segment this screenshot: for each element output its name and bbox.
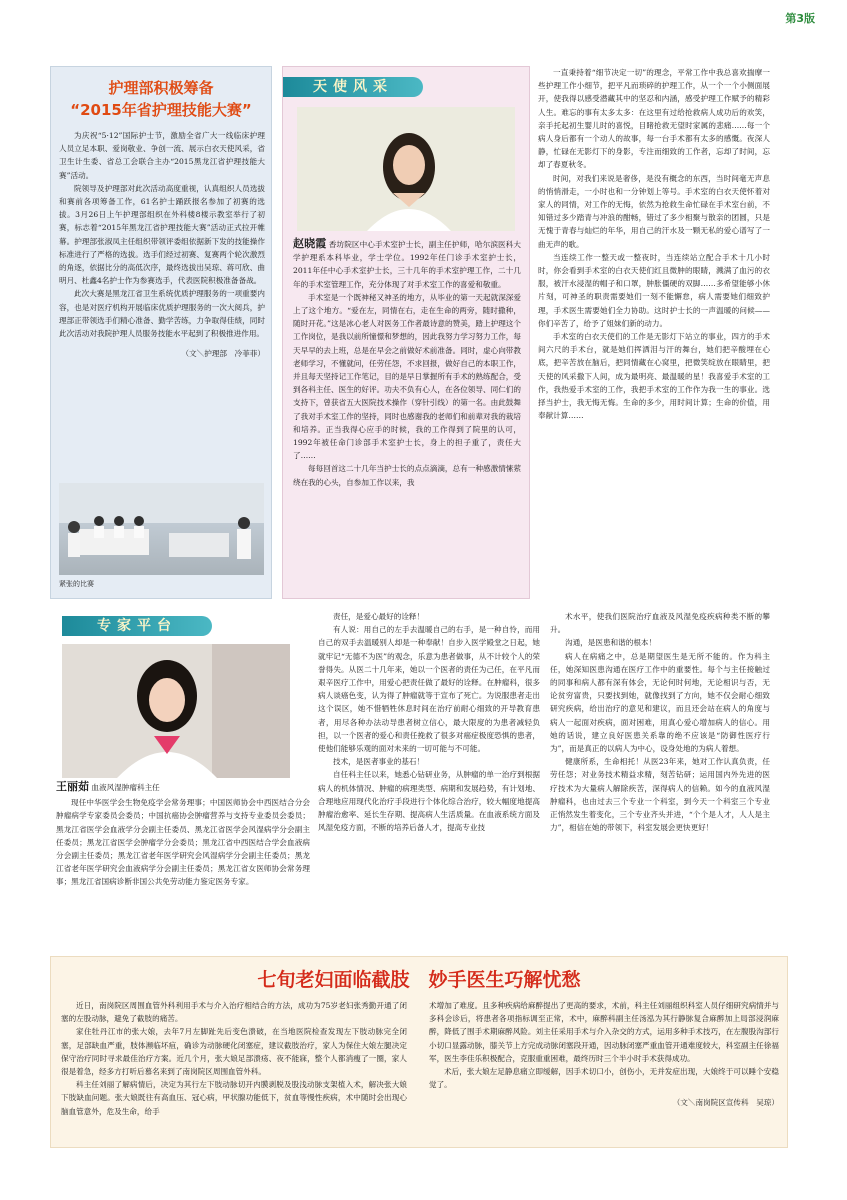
paragraph: 技术，是医者事业的基石！ [333,757,425,767]
person-name: 王丽茹 [56,780,89,793]
article-signature: （文＼南岗院区宣传科 吴琼） [672,1098,779,1108]
paragraph: 术增加了难度。且多种疾病给麻醉提出了更高的要求，术前，科主任刘丽组织科室人员仔细研究病情并与多科会诊后，将患者各项指标调至正常，术中，麻醉科副主任汤泓为其行静脉复合麻醉加上局部浸润麻醉，降低了围手术期麻醉风险。刘主任采用手术与介入杂交的方式，运用多种手术技巧，在左腹股沟部行小切口显露动脉，膝关节上方完成动脉闭塞段开通，因动脉闭塞严重血管开通难度较大，科室副主任徐福军，医生李佳乐积极配合，克服重重困难，最终历时三个半小时手术获得成功。 [429,1001,779,1063]
paragraph: 责任，是爱心最好的诠释！ [333,612,425,621]
person-title: 血液风湿肿瘤科主任 [91,783,160,792]
paragraph: 每每回首这二十几年当护士长的点点滴滴，总有一种感激情愫萦绕在我的心头，自参加工作以来，我 [293,464,521,487]
paragraph: 近日，南岗院区周围血管外科利用手术与介入治疗相结合的方法，成功为75岁老妇张秀勤开通了闭塞的左股动脉，避免了截肢的痛苦。 [61,1001,407,1024]
article-nursing-competition [50,66,272,599]
section-banner: 专家平台 [62,616,212,636]
article-continuation [538,66,770,599]
portrait-photo [297,107,515,231]
photo-caption: 紧张的比赛 [59,580,94,588]
article-signature: （文＼护理部 冷菲菲） [181,349,265,359]
paragraph: 时间，对我们来说是奢侈，是没有概念的东西，当时间毫无声息的悄悄滑走，一小时也和一分钟划上等号。手术室的白衣天使怀着对家人的同情，对工作的无悔，依然为抢救生命忙碌在手术室台前，不知错过多少踏青与冲浪的酣畅，错过了多少相聚与散亲的团圆，只是无愧于青春与灿烂的年华，用自己的汗水及一颗无私的爱心谱写了一曲无声的歌。 [538,173,770,249]
person-intro: 现任中华医学会生物免疫学会常务理事；中国医师协会中西医结合分会肿瘤病学专家委员会委员；中国抗癌协会肿瘤营养与支持专业委员会委员；黑龙江省医学会血液学分会副主任委员、黑龙江省医学会风湿病学分会副主任委员；黑龙江省医学会肿瘤学分会委员；黑龙江省中西医结合学会血液病分会副主任委员；黑龙江省老年医学研究会风湿病学分会副主任委员；黑龙江省老年医学研究会血液病学分会副主任委员；黑龙江省女医师协会常务理事；黑龙江省国病诊断非国公共免劳动能力鉴定医务专家。 [56,798,310,887]
paragraph: 手术室是一个既神秘又神圣的地方，从毕业的第一天起就深深爱上了这个地方。“爱在左，同情在右，走在生命的两旁，随时撒种，随时开花。”这是冰心老人对医务工作者最诗意的赞美，踏上护理这个工作岗位，是我以前所憧憬和梦想的，因此我努力学习努力工作，每天早早的去上班，总是在早会之前做好术前准备。同时，虚心向带教老师学习，不懂就问，任劳任怨，不求回报，做好自己的本职工作，并且每天坚持记工作笔记，目的是早日掌握所有手术的熟练配合，受到各科主任、医生的好评。功夫不负有心人，在各位领导、同仁们的支持下，曾获省五大医院技术操作（穿针引线）的第一名。由此鼓舞了我对手术室工作的坚持，同时也感谢我的老师们和前辈对我的栽培和培养。正当我得心应手的时候，我的工作得到了院里的认可，1992年被任命门诊部手术室护士长，身上的担子重了，责任大了…… [293,292,521,461]
paragraph: 有人说：用自己的左手去温暖自己的右手，是一种自怜，而用自己的双手去温暖别人却是一种奉献！自步入医学殿堂之日起，她就牢记“无德不为医”的观念，乐意为患者做事，从不计较个人的荣誉得失。从医二十几年来，她以一个医者的责任为己任，在平凡而艰辛医疗工作中，用爱心把责任做了最好的诠释。在肿瘤科，很多病人谈癌色变，认为得了肿瘤就等于宣布了死亡。为说服患者走出这个误区，她不惜牺牲休息时间在治疗前耐心细致的开导教育患者，用尽各种办法动导患者树立信心，最大限度的为患者减轻负担，以一个医者的爱心和责任挽救了很多对癌症极度恐惧的患者，使他们能够乐观的面对未来的一切可能与不可能。 [318,625,540,754]
person-name: 赵晓霞 [293,237,327,250]
paragraph: 为庆祝“5·12”国际护士节，激励全省广大一线临床护理人员立足本职、爱岗敬业、争创一流、展示白衣天使风采，省卫生计生委、省总工会联合主办“2015黑龙江省护理技能大赛”活动。 [59,131,265,180]
paragraph: 沟通，是医患和谐的根本！ [565,638,657,648]
paragraph: 当连续工作一整天或一整夜时，当连续站立配合手术十几小时时，你会看到手术室的白衣天使们红且微肿的眼睛，溅满了血污的衣服，被汗水浸湿的帽子和口罩，肿胀僵硬的双脚……多希望能够小休片刻，可神圣的职责需要她们一刻不能懈怠，病人需要她们细致护理，手术医生需要她们全力协助。这时护士长的一声温暖的问候——你们辛苦了，给予了姐妹们新的动力。 [538,252,770,328]
person-intro: 香坊院区中心手术室护士长，副主任护师，哈尔滨医科大学护理系本科毕业，学士学位。1992年任门诊手术室护士长，2011年任中心手术室护士长，三十几年的手术室护理工作，二十几年的手术室管理工作，充分体现了对手术室工作的喜爱和敬重。 [293,240,521,289]
paragraph: 科主任刘丽了解病情后，决定为其行左下肢动脉切开内膜剥脱及股浅动脉支架植入术，解决张大娘下肢缺血问题。张大娘既往有高血压、冠心病，甲状腺功能低下，贫血等慢性疾病，术中随时会出现心脑血管意外，危及生命，给手 [61,1080,407,1116]
section-banner: 天使风采 [283,77,423,97]
paragraph: 此次大赛是黑龙江省卫生系统优质护理服务的一项重要内容，也是对医疗机构开展临床优质护理服务的一次大阅兵，护理部正带领选手们精心准备、勤学苦练，力争取得佳绩，同时此次活动对我院护理人员服务技能水平起到了积极推进作用。 [59,289,265,339]
paragraph: 一直秉持着“细节决定一切”的理念，平常工作中我总喜欢揣摩一些护理工作小细节，把平凡而琐碎的护理工作，从一个一个小侧面展开，使我得以感受潜藏其中的坚忍和内涵，感受护理工作赋予的精彩人生。难忘的事有太多太多：在这里有过给抢救病人成功后的欢笑，亲手托起初生婴儿时的喜悦，目睹抢救无望时家属的悲痛……每一个病人身后都有一个动人的故事，每一台手术都有太多的感慨。夜深人静，忙碌在无影灯下的身影，专注而细致的工作者，忘却了时间，忘却了春夏秋冬。 [538,68,770,170]
article-expert-text [318,610,540,946]
competition-photo [59,483,264,575]
paragraph: 手术室的白衣天使们的工作是无影灯下站立的事业，四方的手术间六尺的手术台，就是她们挥洒泪与汗的舞台，她们把辛酸埋在心底，把辛苦放在脑后，把同情藏在心窝里，把微笑绽放在眼睛里，把天使的风采撒下人间，成为最明亮、最温暖的星！我喜爱手术室的工作，我热爱手术室的工作，我把手术室的工作作为我一生的事业。选择当护士，我无悔无悔。生命的多少，用时间计算；生命的价值，用奉献计算…… [538,332,770,421]
paragraph: 健康所系，生命相托！从医23年来，她对工作认真负责，任劳任怨；对业务技术精益求精，刻苦钻研；运用国内外先进的医疗技术为大量病人解除疾苦，深得病人的信赖。如今的血液风湿肿瘤科，也由过去三个专业一个科室，到今天一个科室三个专业正悄然发生着变化，三个专业齐头并进，“个个是人才，人人是主力”，相信在她的带领下，科室发展会更快更好！ [550,757,770,833]
page-number: 第3版 [785,12,815,25]
paragraph: 自任科主任以来，她悉心钻研业务，从肿瘤的单一治疗到根据病人的机体情况、肿瘤的病理类型、病期和发展趋势，有计划地、合理地应用现代化治疗手段进行个体化综合治疗，较大幅度地提高肿瘤治愈率、延长生存期、提高病人生活质量。在血液系统方面及风湿免疫方面，不断的培养后备人才，提高专业技 [318,770,540,833]
article-surgery-news [50,956,788,1148]
article-title-line2: “2015年省护理技能大赛” [70,101,252,119]
article-angel-profile [282,66,530,599]
article-title: 七旬老妇面临截肢 妙手医生巧解忧愁 [257,969,581,991]
paragraph: 术后，张大娘左足静息痛立即缓解，因手术切口小，创伤小，无并发症出现，大娘终于可以睡个安稳觉了。 [429,1067,779,1090]
paragraph: 病人在病痛之中，总是期望医生是无所不能的。作为科主任，她深知医患沟通在医疗工作中的重要性。每个与主任接触过的同事和病人都有深有体会，无论何时何地，无论相识与否，无论贫穷富贵，只要找到她，就像找到了方向，她不仅会耐心细致研究疾病，给出治疗的意见和建议，而且还会站在病人的角度与病人一起面对疾病，面对困难，用真心爱心增加病人的信心。用她的话说，建立良好医患关系靠的绝不应该是“防御性医疗行为”，而是真正的以病人为中心，设身处地的为病人着想。 [550,651,770,754]
paragraph: 家住牡丹江市的张大娘，去年7月左脚趾先后变色溃破，在当地医院检查发现左下肢动脉完全闭塞，足部缺血严重，肢体濒临坏疽，确诊为动脉硬化闭塞症，建议截肢治疗，家人为保住大娘左腿决定保守治疗同时寻求最佳治疗方案。近几个月，张大娘足部溃疡、夜不能寐，整个人都消瘦了一圈，家人很是着急，经多方打听后慕名来到了南岗院区周围血管外科。 [61,1027,407,1077]
article-expert-platform [50,608,310,948]
expert-photo [62,644,290,778]
article-title-line1: 护理部积极筹备 [108,79,214,97]
article-expert-text-continued [550,610,770,946]
paragraph: 术水平，使我们医院治疗血液及风湿免疫疾病种类不断的攀升。 [550,612,770,635]
paragraph: 院领导及护理部对此次活动高度重视，认真组织人员选拔和赛前各项筹备工作，61名护士踊跃报名参加了初赛的选拔。3月26日上午护理部组织在外科楼8楼示教室举行了初赛，标志着“2015年黑龙江省护理技能大赛”活动正式拉开帷幕。护理部张淑凤主任组织带领评委组依据新下发的技能操作标准进行了严格的选拔。选手们经过初赛、复赛两个轮次激烈的角逐，依据比分的高低次序，最终选拔出吴琼、蒋可欣、曲明月、杜鑫4名护士作为参赛选手，代表医院积极准备备战。 [59,183,265,286]
